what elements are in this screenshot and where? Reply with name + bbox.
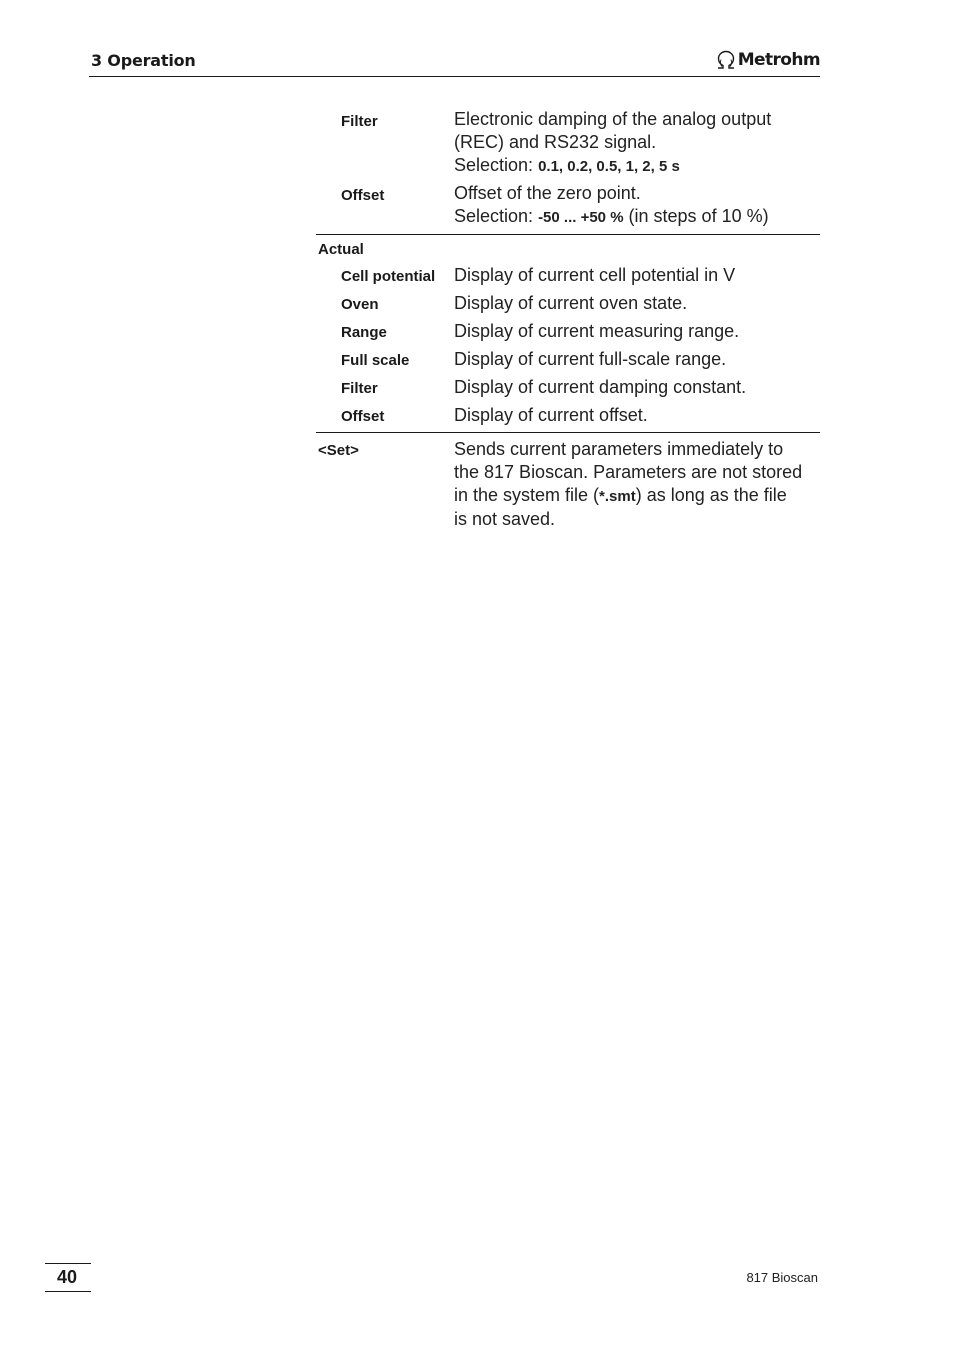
page-number: 40 <box>57 1267 78 1287</box>
desc-line <box>454 484 820 508</box>
term-offset: Offset <box>341 187 385 204</box>
desc-filter-actual: Display of current damping constant. <box>454 377 747 397</box>
desc-offset-actual: Display of current offset. <box>454 405 648 425</box>
desc-line: Sends current parameters immediately to <box>454 439 784 459</box>
term-filter-actual: Filter <box>341 380 378 397</box>
term-set: <Set> <box>318 442 359 459</box>
brand-name: Metrohm <box>737 50 820 70</box>
selection-line <box>454 205 820 229</box>
omega-logo-icon <box>715 50 737 70</box>
page-header <box>89 50 820 77</box>
selection-value: 0.1, 0.2, 0.5, 1, 2, 5 s <box>538 158 680 175</box>
divider <box>316 234 820 235</box>
desc-line: is not saved. <box>454 509 556 529</box>
desc-filter <box>454 108 820 178</box>
desc-line: Electronic damping of the analog output <box>454 109 772 129</box>
desc-text: in the system file ( <box>454 485 600 505</box>
footer-product: 817 Bioscan <box>746 1270 818 1285</box>
brand-logo <box>715 50 820 70</box>
term-full-scale: Full scale <box>341 352 410 369</box>
desc-offset <box>454 182 820 229</box>
selection-label: Selection: <box>454 155 539 175</box>
desc-full-scale: Display of current full-scale range. <box>454 349 727 369</box>
term-range: Range <box>341 324 387 341</box>
term-oven: Oven <box>341 296 379 313</box>
desc-range: Display of current measuring range. <box>454 321 740 341</box>
term-offset-actual: Offset <box>341 408 385 425</box>
page-number-box <box>45 1263 91 1292</box>
selection-suffix: (in steps of 10 %) <box>623 206 769 226</box>
selection-value: -50 ... +50 % <box>538 209 624 226</box>
term-filter: Filter <box>341 113 378 130</box>
desc-line: (REC) and RS232 signal. <box>454 132 657 152</box>
desc-line: the 817 Bioscan. Parameters are not stored <box>454 462 803 482</box>
desc-line: Offset of the zero point. <box>454 183 641 203</box>
desc-text: ) as long as the file <box>635 485 787 505</box>
desc-set <box>454 438 820 531</box>
selection-line <box>454 154 820 178</box>
section-heading-actual: Actual <box>318 241 364 258</box>
divider <box>316 432 820 433</box>
file-extension: *.smt <box>599 488 636 505</box>
selection-label: Selection: <box>454 206 539 226</box>
chapter-title: 3 Operation <box>91 51 196 70</box>
desc-oven: Display of current oven state. <box>454 293 688 313</box>
desc-cell-potential: Display of current cell potential in V <box>454 265 736 285</box>
term-cell-potential: Cell potential <box>341 268 436 285</box>
